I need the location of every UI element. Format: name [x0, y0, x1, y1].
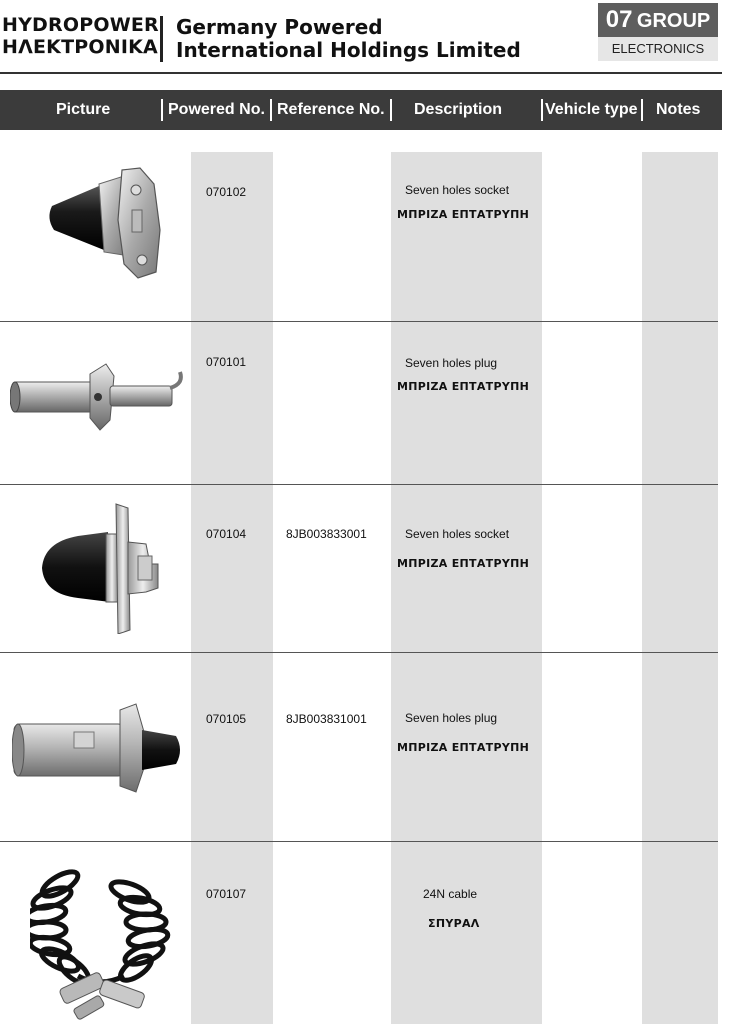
- brand-line-1: HYDROPOWER: [2, 14, 159, 36]
- col-divider: [270, 99, 272, 121]
- brand-divider: [160, 16, 163, 62]
- col-divider: [541, 99, 543, 121]
- row-divider: [0, 841, 718, 842]
- col-notes: Notes: [656, 101, 701, 118]
- description: Seven holes socket: [405, 527, 510, 541]
- description-greek: ΜΠΡΙΖΑ ΕΠΤΑΤΡΥΠΗ: [397, 380, 530, 393]
- col-divider: [161, 99, 163, 121]
- row-divider: [0, 484, 718, 485]
- col-divider: [641, 99, 643, 121]
- col-vehicle-type: Vehicle type: [545, 101, 638, 118]
- description: 24N cable: [423, 887, 478, 901]
- description-greek: ΜΠΡΙΖΑ ΕΠΤΑΤΡΥΠΗ: [397, 208, 530, 221]
- table-header: [0, 90, 722, 130]
- powered-no: 070107: [206, 887, 247, 901]
- socket-icon: [38, 502, 168, 634]
- description: Seven holes plug: [405, 356, 498, 370]
- col-description: Description: [414, 101, 503, 118]
- powered-no: 070105: [206, 712, 247, 726]
- socket-icon: [44, 160, 174, 285]
- powered-no: 070101: [206, 355, 247, 369]
- plug-icon: [12, 702, 187, 794]
- reference-no: 8JB003833001: [286, 527, 367, 541]
- description-greek: ΜΠΡΙΖΑ ΕΠΤΑΤΡΥΠΗ: [397, 741, 530, 754]
- col-reference-no: Reference No.: [277, 101, 385, 118]
- col-divider: [390, 99, 392, 121]
- company-line-1: Germany Powered: [176, 15, 383, 39]
- powered-no: 070104: [206, 527, 247, 541]
- row-divider: [0, 652, 718, 653]
- company-line-2: International Holdings Limited: [176, 38, 521, 62]
- description: Seven holes socket: [405, 183, 510, 197]
- group-badge: [598, 3, 718, 61]
- brand-name: [2, 14, 159, 58]
- group-number: 07: [605, 6, 633, 33]
- description: Seven holes plug: [405, 711, 498, 725]
- powered-no: 070102: [206, 185, 247, 199]
- header-rule: [0, 72, 722, 74]
- reference-no: 8JB003831001: [286, 712, 367, 726]
- notes-band: [642, 152, 718, 1024]
- row-divider: [0, 321, 718, 322]
- description-greek: ΣΠΥΡΑΛ: [428, 917, 480, 930]
- plug-icon: [10, 360, 185, 435]
- group-subtitle: ELECTRONICS: [598, 37, 718, 61]
- brand-line-2: ΗΛΕΚΤΡΟΝΙΚΑ: [2, 36, 158, 58]
- group-word: GROUP: [636, 10, 711, 32]
- company-name: [176, 16, 521, 62]
- coil-cable-icon: [30, 864, 178, 1024]
- col-powered-no: Powered No.: [168, 101, 265, 118]
- col-picture: Picture: [56, 101, 111, 118]
- group-title: [598, 3, 718, 37]
- description-greek: ΜΠΡΙΖΑ ΕΠΤΑΤΡΥΠΗ: [397, 557, 530, 570]
